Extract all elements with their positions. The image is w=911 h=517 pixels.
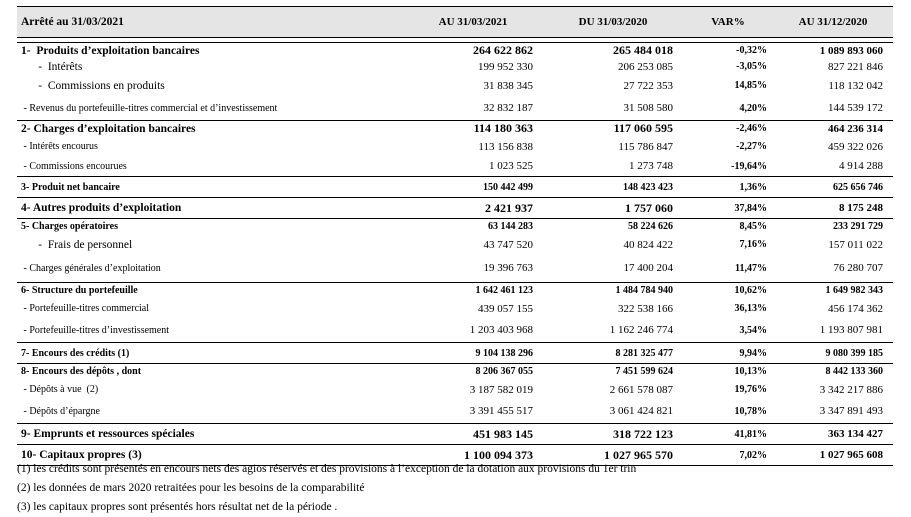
- value-2021-03: 3 391 455 517: [403, 400, 543, 424]
- header-col-2020-03: DU 31/03/2020: [543, 7, 683, 38]
- value-2021-03: 199 952 330: [403, 59, 543, 75]
- table-body: [17, 43, 893, 466]
- footnotes: [17, 460, 636, 517]
- value-2020-12: 9 080 399 185: [773, 343, 893, 364]
- table-row: [17, 424, 893, 445]
- table-row: [17, 157, 893, 177]
- value-2021-03: 1 100 094 373: [403, 445, 543, 466]
- value-var: -2,27%: [736, 141, 767, 152]
- row-label: 7- Encours des crédits (1): [17, 343, 403, 364]
- value-2020-03: 115 786 847: [543, 137, 683, 157]
- value-2020-03: 31 508 580: [543, 97, 683, 121]
- footnote-2: (2) les données de mars 2020 retraitées pour les besoins de la comparabilité: [17, 482, 365, 494]
- value-2020-03: 17 400 204: [543, 255, 683, 283]
- table-row: [17, 343, 893, 364]
- value-2020-03: 206 253 085: [543, 59, 683, 75]
- value-var: 19,76%: [734, 384, 767, 395]
- value-2021-03: 1 203 403 968: [403, 319, 543, 343]
- value-2020-03: 148 423 423: [543, 177, 683, 198]
- value-2020-03: 40 824 422: [543, 235, 683, 255]
- value-var: 11,47%: [683, 255, 773, 283]
- table-row: [17, 364, 893, 380]
- row-label: - Dépôts à vue (2): [21, 384, 99, 395]
- row-label: - Frais de personnel: [21, 238, 133, 251]
- value-var: 1,36%: [683, 177, 773, 198]
- value-var: 8,45%: [683, 219, 773, 235]
- value-var: -19,64%: [683, 157, 773, 177]
- value-2020-12: 1 027 965 608: [773, 445, 893, 466]
- value-2020-03: 1 757 060: [543, 198, 683, 219]
- row-label: - Commissions en produits: [21, 79, 165, 92]
- value-2021-03: 439 057 155: [403, 299, 543, 319]
- value-var: 37,84%: [683, 198, 773, 219]
- table-row: [17, 400, 893, 424]
- row-label: 9- Emprunts et ressources spéciales: [17, 424, 403, 445]
- value-2020-12: 456 174 362: [828, 302, 883, 315]
- value-2021-03: 114 180 363: [403, 121, 543, 137]
- value-2020-03: 117 060 595: [543, 121, 683, 137]
- row-label: - Commissions encourues: [17, 157, 403, 177]
- value-2021-03: 264 622 862: [403, 43, 543, 59]
- value-2020-12: 459 322 026: [828, 140, 883, 153]
- value-2020-12: 144 539 172: [828, 102, 883, 115]
- value-2020-12: 118 132 042: [828, 79, 883, 92]
- value-var: 10,78%: [683, 400, 773, 424]
- value-var: 4,20%: [739, 102, 767, 114]
- value-2020-12: 625 656 746: [773, 177, 893, 198]
- value-2020-03: 8 281 325 477: [543, 343, 683, 364]
- table-row: [17, 43, 893, 59]
- value-2021-03: 150 442 499: [403, 177, 543, 198]
- value-var: 36,13%: [734, 303, 767, 314]
- row-label: 4- Autres produits d’exploitation: [17, 198, 403, 219]
- header-col-2020-12: AU 31/12/2020: [773, 7, 893, 38]
- value-2020-12: 76 280 707: [773, 255, 893, 283]
- value-2020-03: 265 484 018: [543, 43, 683, 59]
- value-2021-03: 31 838 345: [403, 75, 543, 97]
- table-row: [17, 255, 893, 283]
- value-2021-03: 43 747 520: [403, 235, 543, 255]
- value-2020-03: 1 273 748: [543, 157, 683, 177]
- row-label: - Revenus du portefeuille-titres commercial et d’investissement: [21, 102, 278, 114]
- value-var: 3,54%: [683, 319, 773, 343]
- value-2020-03: 1 027 965 570: [543, 445, 683, 466]
- value-2021-03: 1 023 525: [403, 157, 543, 177]
- footnote-3: (3) les capitaux propres sont présentés hors résultat net de la période .: [17, 501, 338, 513]
- value-var: -0,32%: [683, 43, 773, 59]
- row-label: - Intérêts: [21, 60, 83, 73]
- value-var: 9,94%: [683, 343, 773, 364]
- financial-table-container: [17, 6, 893, 466]
- value-2020-12: 8 175 248: [773, 198, 893, 219]
- table-row: [17, 121, 893, 137]
- value-2020-03: 2 661 578 087: [543, 380, 683, 400]
- value-2020-03: 318 722 123: [543, 424, 683, 445]
- value-2020-12: 8 442 133 360: [773, 364, 893, 380]
- row-label: - Portefeuille-titres commercial: [21, 303, 150, 314]
- row-label: 1- Produits d’exploitation bancaires: [17, 43, 403, 59]
- value-2020-12: 3 347 891 493: [773, 400, 893, 424]
- value-2021-03: 32 832 187: [403, 97, 543, 121]
- value-var: 7,02%: [683, 445, 773, 466]
- header-date-label: Arrêté au 31/03/2021: [17, 7, 403, 38]
- value-2020-03: 58 224 626: [543, 219, 683, 235]
- value-2021-03: 9 104 138 296: [403, 343, 543, 364]
- value-2021-03: 113 156 838: [403, 137, 543, 157]
- value-2020-12: 1 649 982 343: [773, 283, 893, 299]
- row-label: - Charges générales d’exploitation: [17, 255, 403, 283]
- table-row: [17, 198, 893, 219]
- table-header-row: [17, 7, 893, 38]
- table-row: [17, 75, 893, 97]
- row-label: 10- Capitaux propres (3): [17, 445, 403, 466]
- value-var: 41,81%: [683, 424, 773, 445]
- value-2020-12: 3 342 217 886: [819, 383, 883, 396]
- row-label: - Intérêts encourus: [21, 141, 98, 152]
- value-2020-03: 1 484 784 940: [543, 283, 683, 299]
- value-2020-03: 322 538 166: [543, 299, 683, 319]
- row-label: 8- Encours des dépôts , dont: [17, 364, 403, 380]
- table-row: [17, 59, 893, 75]
- value-2020-03: 7 451 599 624: [543, 364, 683, 380]
- value-2021-03: 1 642 461 123: [403, 283, 543, 299]
- value-var: 10,13%: [683, 364, 773, 380]
- table-row: [17, 177, 893, 198]
- value-2021-03: 451 983 145: [403, 424, 543, 445]
- header-col-var: VAR%: [683, 7, 773, 38]
- table-row: [17, 319, 893, 343]
- value-2021-03: 3 187 582 019: [403, 380, 543, 400]
- table-row: [17, 97, 893, 121]
- table-row: [17, 299, 893, 319]
- value-2020-12: 233 291 729: [773, 219, 893, 235]
- value-2020-12: 157 011 022: [828, 238, 883, 251]
- value-2020-12: 363 134 427: [773, 424, 893, 445]
- table-row: [17, 283, 893, 299]
- row-label: 3- Produit net bancaire: [17, 177, 403, 198]
- value-2020-12: 1 193 807 981: [773, 319, 893, 343]
- value-var: 7,16%: [739, 239, 767, 250]
- value-2020-12: 464 236 314: [773, 121, 893, 137]
- table-row: [17, 219, 893, 235]
- value-2020-03: 1 162 246 774: [543, 319, 683, 343]
- value-2021-03: 63 144 283: [403, 219, 543, 235]
- financial-indicators-table: [17, 6, 893, 466]
- footnote-1: (1) les crédits sont présentés en encours nets des agios réservés et des provisions à l’exception de la dotation aux provisions du 1er trin: [17, 463, 637, 475]
- value-2020-03: 27 722 353: [543, 75, 683, 97]
- table-row: [17, 380, 893, 400]
- row-label: 6- Structure du portefeuille: [17, 283, 403, 299]
- value-var: -3,05%: [736, 61, 767, 72]
- header-col-2021-03: AU 31/03/2021: [403, 7, 543, 38]
- value-2020-12: 4 914 288: [773, 157, 893, 177]
- value-2020-12: 1 089 893 060: [773, 43, 893, 59]
- row-label: 5- Charges opératoires: [17, 219, 403, 235]
- row-label: - Portefeuille-titres d’investissement: [17, 319, 403, 343]
- value-var: 14,85%: [734, 80, 767, 91]
- value-var: -2,46%: [683, 121, 773, 137]
- value-2021-03: 8 206 367 055: [403, 364, 543, 380]
- value-var: 10,62%: [683, 283, 773, 299]
- row-label: - Dépôts d’épargne: [17, 400, 403, 424]
- value-2020-12: 827 221 846: [828, 60, 883, 73]
- row-label: 2- Charges d’exploitation bancaires: [17, 121, 403, 137]
- value-2020-03: 3 061 424 821: [543, 400, 683, 424]
- value-2021-03: 19 396 763: [403, 255, 543, 283]
- table-row: [17, 235, 893, 255]
- table-row: [17, 137, 893, 157]
- value-2021-03: 2 421 937: [403, 198, 543, 219]
